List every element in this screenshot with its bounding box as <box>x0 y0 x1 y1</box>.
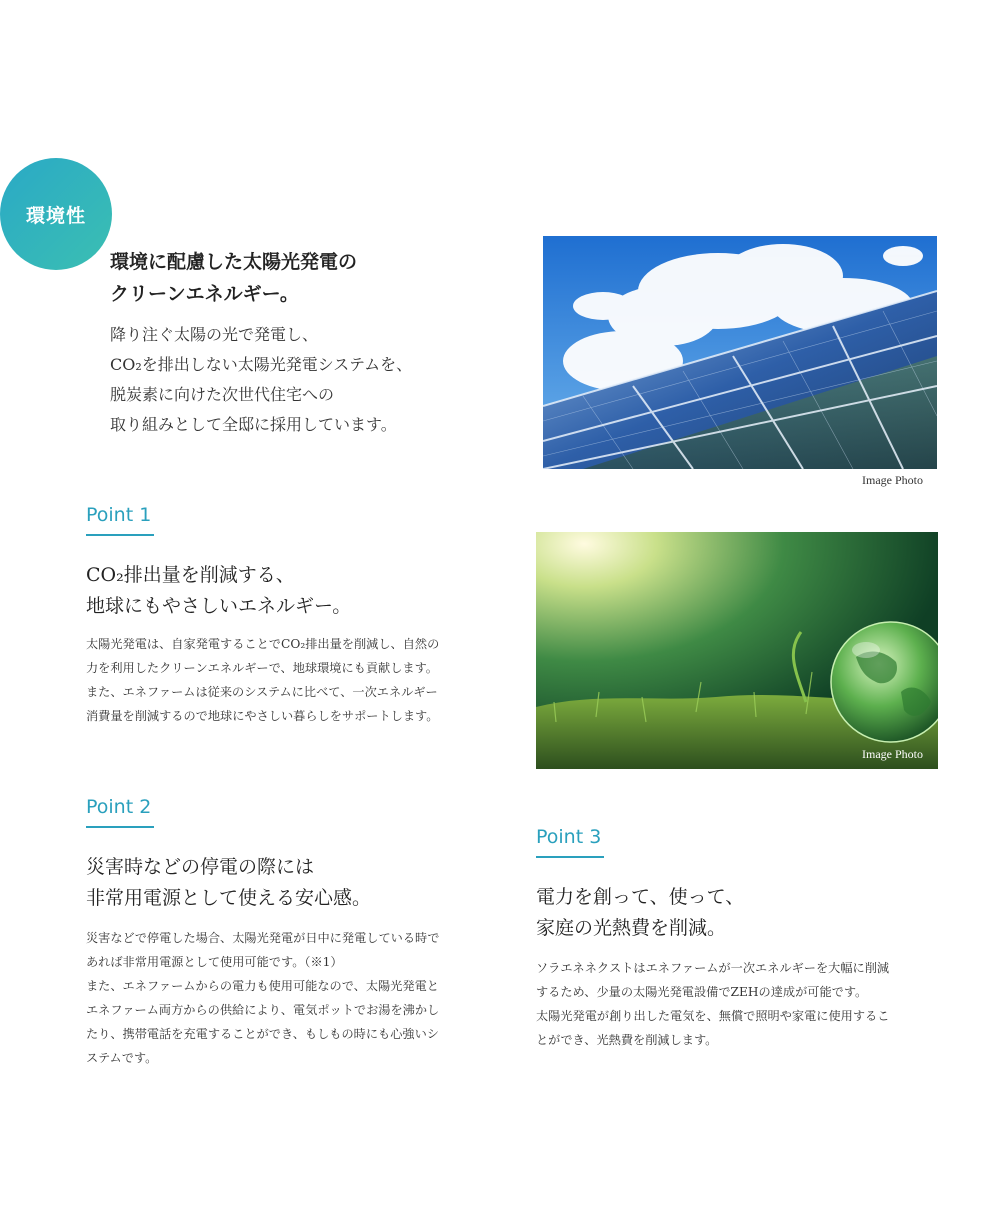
point2-title <box>86 852 371 914</box>
point1-body-line: 力を利用したクリーンエネルギーで、地球環境にも貢献します。 <box>86 661 438 675</box>
photo1-caption: Image Photo <box>862 473 923 487</box>
point1-title-line: CO₂排出量を削減する、 <box>86 564 295 586</box>
photo2-caption: Image Photo <box>862 747 923 761</box>
point1-title-line: 地球にもやさしいエネルギー。 <box>86 595 352 617</box>
point2-body-line: あれば非常用電源として使用可能です。（※1） <box>86 955 343 969</box>
point2-body-line: エネファーム両方からの供給により、電気ポットでお湯を沸かし <box>86 1003 440 1017</box>
solar-panel-photo <box>543 236 937 469</box>
point3-title-line: 電力を創って、使って、 <box>536 886 745 908</box>
point2-title-line: 災害時などの停電の際には <box>86 856 315 878</box>
point3-title-line: 家庭の光熱費を削減。 <box>536 917 727 939</box>
point3-body-line: とができ、光熱費を削減します。 <box>536 1033 718 1047</box>
intro-line: 脱炭素に向けた次世代住宅への <box>110 385 335 404</box>
headline-line: クリーンエネルギー。 <box>110 283 299 305</box>
section-headline <box>110 246 357 310</box>
point1-title <box>86 560 351 622</box>
intro-line: 降り注ぐ太陽の光で発電し、 <box>110 325 319 344</box>
point2-body-line: ステムです。 <box>86 1051 158 1065</box>
intro-line: 取り組みとして全邸に採用しています。 <box>110 415 397 434</box>
point3-label: Point 3 <box>536 826 604 858</box>
environment-badge <box>0 158 112 270</box>
point2-label: Point 2 <box>86 796 154 828</box>
point2-body-line: また、エネファームからの電力も使用可能なので、太陽光発電と <box>86 979 439 993</box>
point3-body-line: 太陽光発電が創り出した電気を、無償で照明や家電に使用するこ <box>536 1009 890 1023</box>
point2-title-line: 非常用電源として使える安心感。 <box>86 887 372 909</box>
point1-body-line: また、エネファームは従来のシステムに比べて、一次エネルギー <box>86 685 438 699</box>
point3-title <box>536 882 744 944</box>
point3-body <box>536 956 889 1052</box>
point1-label: Point 1 <box>86 504 154 536</box>
point3-body-line: ソラエネネクストはエネファームが一次エネルギーを大幅に削減 <box>536 961 890 975</box>
point1-body-line: 太陽光発電は、自家発電することでCO₂排出量を削減し、自然の <box>86 637 440 651</box>
point2-body <box>86 926 439 1070</box>
globe-moss-photo <box>536 532 938 769</box>
headline-line: 環境に配慮した太陽光発電の <box>110 251 358 273</box>
point2-body-line: たり、携帯電話を充電することができ、もしもの時にも心強いシ <box>86 1027 439 1041</box>
point1-body-line: 消費量を削減するので地球にやさしい暮らしをサポートします。 <box>86 709 439 723</box>
intro-text <box>110 320 412 440</box>
point3-body-line: するため、少量の太陽光発電設備でZEHの達成が可能です。 <box>536 985 868 999</box>
intro-line: CO₂を排出しない太陽光発電システムを、 <box>110 355 413 374</box>
badge-label: 環境性 <box>25 204 86 227</box>
point1-body <box>86 632 439 728</box>
point2-body-line: 災害などで停電した場合、太陽光発電が日中に発電している時で <box>86 931 440 945</box>
